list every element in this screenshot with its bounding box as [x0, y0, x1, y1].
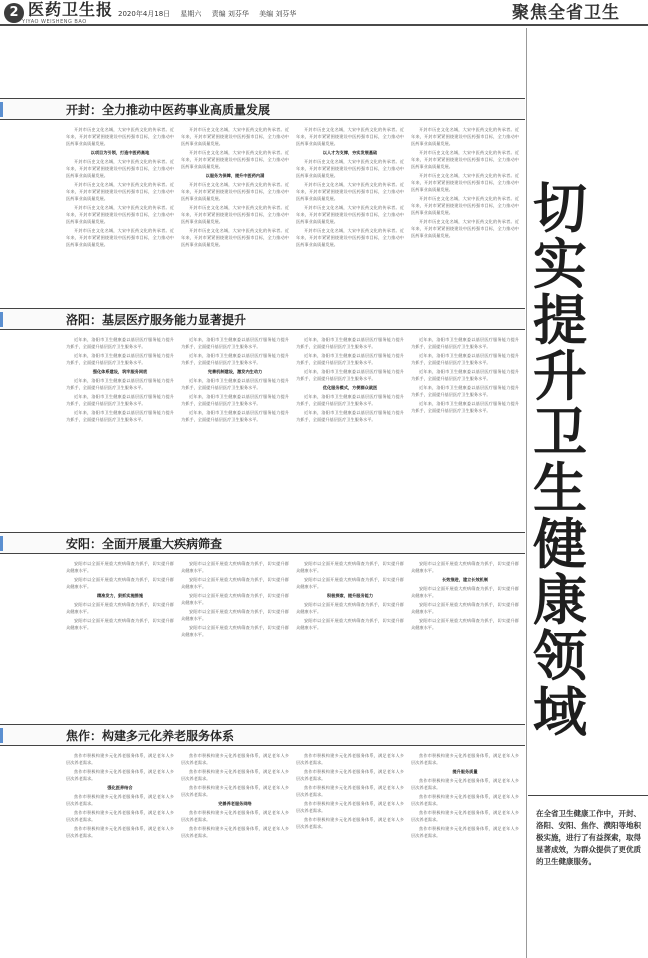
article-luoyang	[0, 308, 525, 528]
article-body	[0, 746, 525, 946]
article-column: 开封市历史文化名城，大宋中医药文化的传承者。近年来，开封市紧紧围绕建设中医药强市目标，全力推动中医药事业高质量发展。 开封市历史文化名城，大宋中医药文化的传承者。近年来，开封市紧紧围绕建设中医药强市目标，全力推动中医药事业高质量发展。 开封市历史文化名城，大宋中医药文化的传承者。近年来，开封市紧紧围绕建设中医药强市目标，全力推动中医药事业高质量发展。 开封市历史文化名城，大宋中医药文化的传承者。近年来，开封市紧紧围绕建设中医药强市目标，全力推动中医药事业高质量发展。 开封市历史文化名城，大宋中医药文化的传承者。近年来，开封市紧紧围绕建设中医药强市目标，全力推动中医药事业高质量发展。	[411, 127, 519, 238]
article-header	[0, 308, 525, 330]
section-title: 聚焦全省卫生	[512, 3, 620, 23]
article-title: 洛阳：基层医疗服务能力显著提升	[66, 313, 247, 327]
article-column: 开封市历史文化名城，大宋中医药文化的传承者。近年来，开封市紧紧围绕建设中医药强市目标，全力推动中医药事业高质量发展。 以人才为支撑，夯实发展基础 开封市历史文化名城，大宋中医药文化的传承者。近年来，开封市紧紧围绕建设中医药强市目标，全力推动中医药事业高质量发展。 开封市历史文化名城，大宋中医药文化的传承者。近年来，开封市紧紧围绕建设中医药强市目标，全力推动中医药事业高质量发展。 开封市历史文化名城，大宋中医药文化的传承者。近年来，开封市紧紧围绕建设中医药强市目标，全力推动中医药事业高质量发展。 开封市历史文化名城，大宋中医药文化的传承者。近年来，开封市紧紧围绕建设中医药强市目标，全力推动中医药事业高质量发展。	[296, 127, 404, 247]
article-column: 开封市历史文化名城，大宋中医药文化的传承者。近年来，开封市紧紧围绕建设中医药强市目标，全力推动中医药事业高质量发展。 以项目为引领，打造中医药高地 开封市历史文化名城，大宋中医药文化的传承者。近年来，开封市紧紧围绕建设中医药强市目标，全力推动中医药事业高质量发展。 开封市历史文化名城，大宋中医药文化的传承者。近年来，开封市紧紧围绕建设中医药强市目标，全力推动中医药事业高质量发展。 开封市历史文化名城，大宋中医药文化的传承者。近年来，开封市紧紧围绕建设中医药强市目标，全力推动中医药事业高质量发展。 开封市历史文化名城，大宋中医药文化的传承者。近年来，开封市紧紧围绕建设中医药强市目标，全力推动中医药事业高质量发展。	[66, 127, 174, 247]
article-column: 近年来，洛阳市卫生健康委以基层医疗服务能力提升为抓手，全面提升基层医疗卫生服务水平。 近年来，洛阳市卫生健康委以基层医疗服务能力提升为抓手，全面提升基层医疗卫生服务水平。 完善机制建设，激发内生动力 近年来，洛阳市卫生健康委以基层医疗服务能力提升为抓手，全面提升基层医疗卫生服务水平。 近年来，洛阳市卫生健康委以基层医疗服务能力提升为抓手，全面提升基层医疗卫生服务水平。 近年来，洛阳市卫生健康委以基层医疗服务能力提升为抓手，全面提升基层医疗卫生服务水平。	[181, 337, 289, 422]
feature-divider	[528, 795, 648, 796]
issue-date: 2020年4月18日	[118, 10, 171, 18]
article-title: 焦作：构建多元化养老服务体系	[66, 729, 235, 743]
article-column: 近年来，洛阳市卫生健康委以基层医疗服务能力提升为抓手，全面提升基层医疗卫生服务水平。 近年来，洛阳市卫生健康委以基层医疗服务能力提升为抓手，全面提升基层医疗卫生服务水平。 强化体系建设，筑牢服务网底 近年来，洛阳市卫生健康委以基层医疗服务能力提升为抓手，全面提升基层医疗卫生服务水平。 近年来，洛阳市卫生健康委以基层医疗服务能力提升为抓手，全面提升基层医疗卫生服务水平。 近年来，洛阳市卫生健康委以基层医疗服务能力提升为抓手，全面提升基层医疗卫生服务水平。	[66, 337, 174, 422]
article-header	[0, 724, 525, 746]
feature-summary: 在全省卫生健康工作中，开封、洛阳、安阳、焦作、濮阳等地积极实施，进行了有益探索，取得显著成效，为群众提供了更优质的卫生健康服务。	[536, 809, 641, 866]
article-title: 开封：全力推动中医药事业高质量发展	[66, 103, 271, 117]
article-column: 焦作市积极构建多元化养老服务体系，满足老年人多层次养老需求。 焦作市积极构建多元化养老服务体系，满足老年人多层次养老需求。 焦作市积极构建多元化养老服务体系，满足老年人多层次养老需求。 完善养老服务网络 焦作市积极构建多元化养老服务体系，满足老年人多层次养老需求。 焦作市积极构建多元化养老服务体系，满足老年人多层次养老需求。	[181, 753, 289, 838]
article-column: 焦作市积极构建多元化养老服务体系，满足老年人多层次养老需求。 焦作市积极构建多元化养老服务体系，满足老年人多层次养老需求。 焦作市积极构建多元化养老服务体系，满足老年人多层次养老需求。 焦作市积极构建多元化养老服务体系，满足老年人多层次养老需求。 焦作市积极构建多元化养老服务体系，满足老年人多层次养老需求。	[296, 753, 404, 829]
feature-big-title: 切 实 提 升 卫 生 健 康 领 域	[533, 176, 587, 744]
article-body	[0, 330, 525, 528]
issue-editor: 责编 刘芬华	[211, 10, 249, 18]
issue-weekday: 星期六	[180, 10, 202, 18]
header-accent	[0, 102, 3, 117]
article-column: 开封市历史文化名城，大宋中医药文化的传承者。近年来，开封市紧紧围绕建设中医药强市目标，全力推动中医药事业高质量发展。 开封市历史文化名城，大宋中医药文化的传承者。近年来，开封市紧紧围绕建设中医药强市目标，全力推动中医药事业高质量发展。 以服务为保障，提升中医药内涵 开封市历史文化名城，大宋中医药文化的传承者。近年来，开封市紧紧围绕建设中医药强市目标，全力推动中医药事业高质量发展。 开封市历史文化名城，大宋中医药文化的传承者。近年来，开封市紧紧围绕建设中医药强市目标，全力推动中医药事业高质量发展。 开封市历史文化名城，大宋中医药文化的传承者。近年来，开封市紧紧围绕建设中医药强市目标，全力推动中医药事业高质量发展。	[181, 127, 289, 247]
header-accent	[0, 728, 3, 743]
article-kaifeng	[0, 98, 525, 306]
newspaper-logo-en: YIYAO WEISHENG BAO	[22, 19, 87, 25]
page-header	[0, 0, 648, 26]
article-jiaozuo	[0, 724, 525, 946]
article-anyang	[0, 532, 525, 722]
issue-designer: 美编 刘芬华	[259, 10, 297, 18]
issue-info	[118, 9, 304, 19]
article-header	[0, 532, 525, 554]
article-title: 安阳：全面开展重大疾病筛查	[66, 537, 223, 551]
header-accent	[0, 312, 3, 327]
header-accent	[0, 536, 3, 551]
top-banner	[0, 28, 525, 98]
article-column: 近年来，洛阳市卫生健康委以基层医疗服务能力提升为抓手，全面提升基层医疗卫生服务水平。 近年来，洛阳市卫生健康委以基层医疗服务能力提升为抓手，全面提升基层医疗卫生服务水平。 近年来，洛阳市卫生健康委以基层医疗服务能力提升为抓手，全面提升基层医疗卫生服务水平。 优化服务模式，方便群众就医 近年来，洛阳市卫生健康委以基层医疗服务能力提升为抓手，全面提升基层医疗卫生服务水平。 近年来，洛阳市卫生健康委以基层医疗服务能力提升为抓手，全面提升基层医疗卫生服务水平。	[296, 337, 404, 422]
article-body	[0, 554, 525, 722]
article-column: 焦作市积极构建多元化养老服务体系，满足老年人多层次养老需求。 焦作市积极构建多元化养老服务体系，满足老年人多层次养老需求。 强化医养结合 焦作市积极构建多元化养老服务体系，满足老年人多层次养老需求。 焦作市积极构建多元化养老服务体系，满足老年人多层次养老需求。 焦作市积极构建多元化养老服务体系，满足老年人多层次养老需求。	[66, 753, 174, 838]
article-column: 安阳市以全面开展重大疾病筛查为抓手，切实提升群众健康水平。 安阳市以全面开展重大疾病筛查为抓手，切实提升群众健康水平。 安阳市以全面开展重大疾病筛查为抓手，切实提升群众健康水平。 安阳市以全面开展重大疾病筛查为抓手，切实提升群众健康水平。 安阳市以全面开展重大疾病筛查为抓手，切实提升群众健康水平。	[181, 561, 289, 637]
article-column: 近年来，洛阳市卫生健康委以基层医疗服务能力提升为抓手，全面提升基层医疗卫生服务水平。 近年来，洛阳市卫生健康委以基层医疗服务能力提升为抓手，全面提升基层医疗卫生服务水平。 近年来，洛阳市卫生健康委以基层医疗服务能力提升为抓手，全面提升基层医疗卫生服务水平。 近年来，洛阳市卫生健康委以基层医疗服务能力提升为抓手，全面提升基层医疗卫生服务水平。 近年来，洛阳市卫生健康委以基层医疗服务能力提升为抓手，全面提升基层医疗卫生服务水平。	[411, 337, 519, 413]
article-column: 焦作市积极构建多元化养老服务体系，满足老年人多层次养老需求。 提升服务质量 焦作市积极构建多元化养老服务体系，满足老年人多层次养老需求。 焦作市积极构建多元化养老服务体系，满足老年人多层次养老需求。 焦作市积极构建多元化养老服务体系，满足老年人多层次养老需求。 焦作市积极构建多元化养老服务体系，满足老年人多层次养老需求。	[411, 753, 519, 838]
newspaper-logo: 医药卫生报	[28, 0, 114, 19]
article-body	[0, 120, 525, 306]
article-column: 安阳市以全面开展重大疾病筛查为抓手，切实提升群众健康水平。 长效推进，建立长效机制 安阳市以全面开展重大疾病筛查为抓手，切实提升群众健康水平。 安阳市以全面开展重大疾病筛查为抓手，切实提升群众健康水平。 安阳市以全面开展重大疾病筛查为抓手，切实提升群众健康水平。	[411, 561, 519, 630]
page-number: 2	[4, 3, 24, 23]
article-column: 安阳市以全面开展重大疾病筛查为抓手，切实提升群众健康水平。 安阳市以全面开展重大疾病筛查为抓手，切实提升群众健康水平。 积极探索，提升服务能力 安阳市以全面开展重大疾病筛查为抓手，切实提升群众健康水平。 安阳市以全面开展重大疾病筛查为抓手，切实提升群众健康水平。	[296, 561, 404, 630]
article-header	[0, 98, 525, 120]
column-divider	[526, 28, 527, 958]
article-column: 安阳市以全面开展重大疾病筛查为抓手，切实提升群众健康水平。 安阳市以全面开展重大疾病筛查为抓手，切实提升群众健康水平。 精准发力，狠抓实施措施 安阳市以全面开展重大疾病筛查为抓手，切实提升群众健康水平。 安阳市以全面开展重大疾病筛查为抓手，切实提升群众健康水平。	[66, 561, 174, 630]
